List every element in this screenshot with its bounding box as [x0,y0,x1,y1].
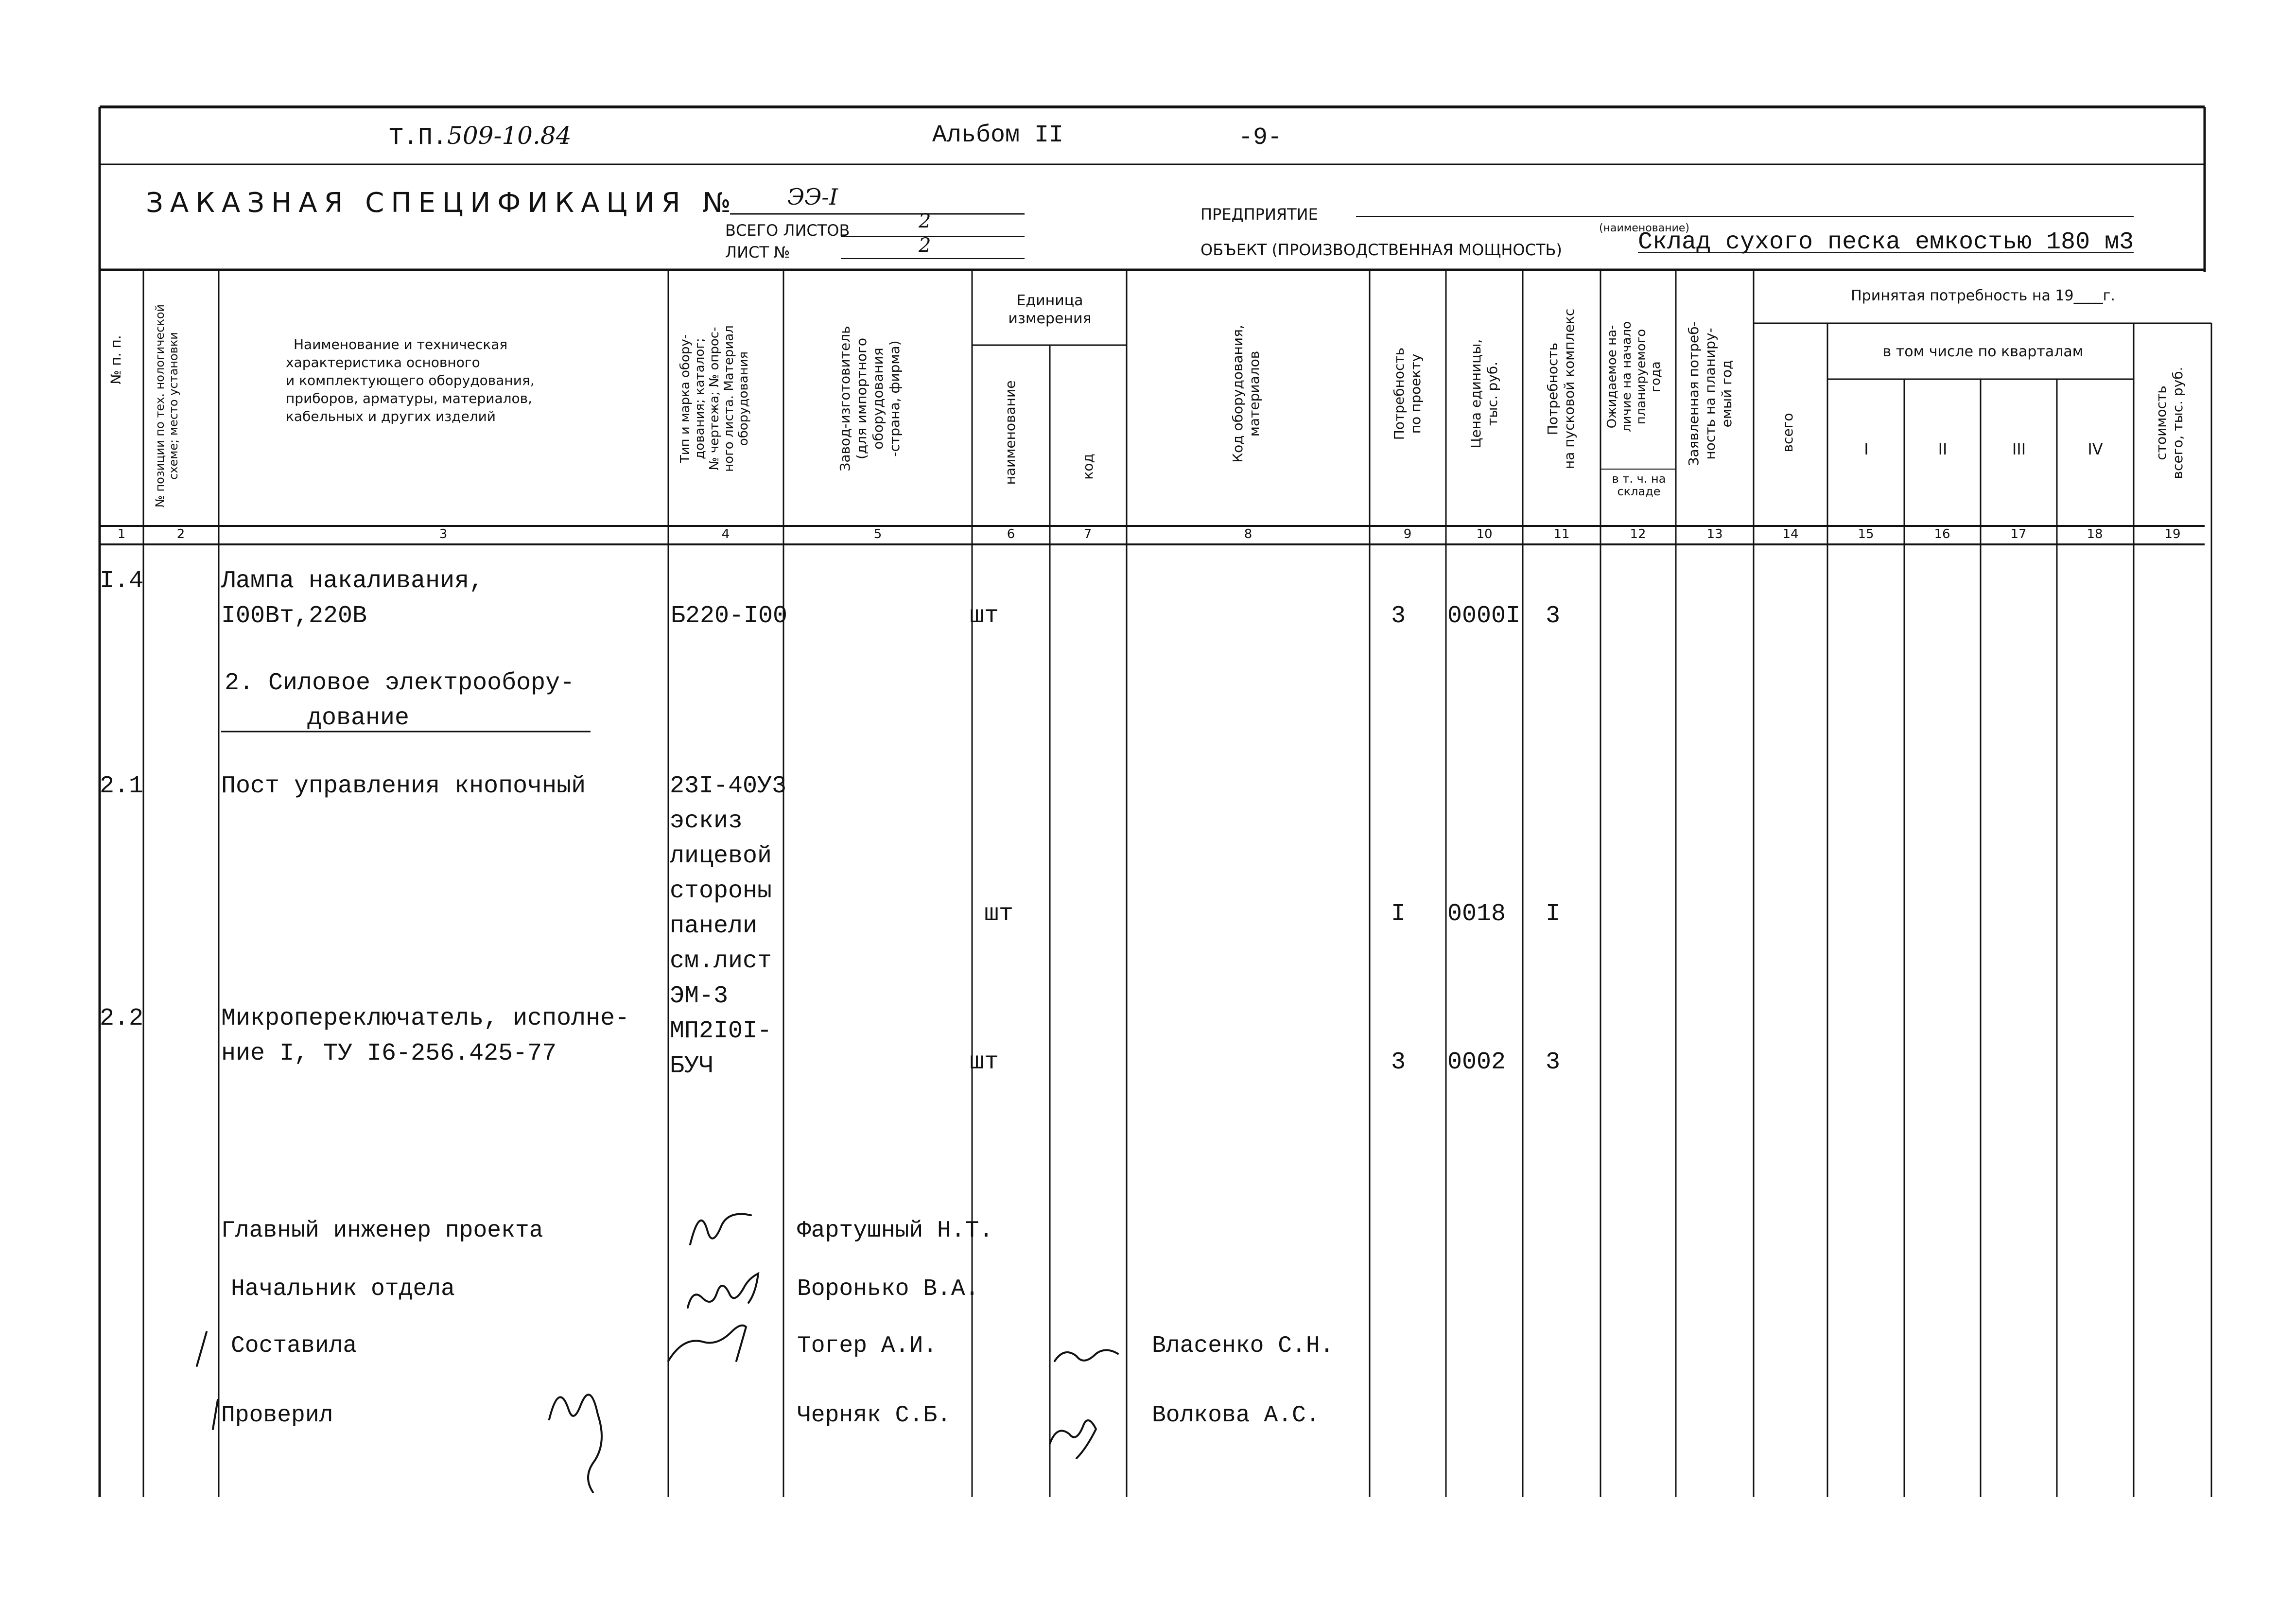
col-header-in-stock: в т. ч. на складе [1612,472,1666,498]
signature-name-second: Власенко С.Н. [1152,1333,1334,1359]
col-header-unit-price-line: Цена единицы, [1468,339,1484,449]
col-header-name-line: и комплектующего оборудования, [286,372,535,388]
row-name-line: I00Вт,220В [221,602,367,630]
page-number: -9- [1238,124,1283,152]
col-number: 10 [1476,527,1493,541]
row-type-line: ЭМ-3 [670,982,729,1010]
row-price: 0018 [1447,900,1506,928]
row-qty: I [1391,900,1406,928]
col-header-q1: I [1864,440,1869,458]
col-number: 16 [1934,527,1950,541]
col-header-type-line: Тип и марка обору- [678,334,693,463]
col-number: 11 [1553,527,1570,541]
col-header-declared-line: ность на планиру- [1702,328,1718,460]
row-name-line: Лампа накаливания, [221,567,484,595]
row-number: 2.2 [100,1005,144,1032]
sheet-label: ЛИСТ № [725,243,790,262]
row-type-line: эскиз [670,807,743,835]
object-note: (наименование) [1599,222,1689,234]
signature-role: Составила [231,1333,357,1359]
col-header-unit-price-line: тыс. руб. [1484,361,1500,426]
section-title-line: дование [307,704,410,732]
tp-prefix: Т.П. [389,124,448,152]
col-header-q4: IV [2087,440,2103,458]
col-header-position: № позиции по тех. нологической схеме; место установки [153,304,180,508]
signature-role: Главный инженер проекта [221,1218,543,1244]
col-header-total: всего [1780,413,1796,453]
col-number: 14 [1782,527,1799,541]
col-number: 8 [1244,527,1252,541]
signature-name-second: Волкова А.С. [1152,1402,1320,1429]
col-number: 2 [176,527,185,541]
row-type-line: стороны [670,877,772,905]
col-number: 18 [2087,527,2103,541]
row-type-line: см.лист [670,947,772,975]
col-number: 19 [2164,527,2181,541]
row-unit: шт [970,1048,999,1076]
col-header-manufacturer-line: Завод-изготовитель [837,326,853,472]
tp-number: 509-10.84 [447,122,572,150]
sheet-value: 2 [919,234,931,257]
signature-name: Фартушный Н.Т. [797,1218,993,1244]
col-header-type-line: дования; каталог; [693,338,707,459]
col-header-q2: II [1938,440,1948,458]
col-header-expected-line: Ожидаемое на- [1605,325,1619,429]
col-header-equipment-code-line: материалов [1246,350,1262,437]
col-header-name-line: характеристика основного [286,354,480,370]
col-header-type-line: № чертежа; № опрос- [707,327,722,471]
col-header-manufacturer-line: -страна, фирма) [887,340,903,457]
col-header-unit-code: код [1080,454,1096,480]
row-number: I.4 [100,567,144,595]
col-number: 15 [1858,527,1874,541]
signature-tick [213,1400,218,1429]
col-number: 17 [2010,527,2027,541]
col-header-accepted-group: Принятая потребность на 19____г. [1851,287,2115,304]
col-header-start-complex-line: Потребность [1545,342,1561,436]
col-number: 1 [117,527,126,541]
total-sheets-value: 2 [919,210,931,232]
col-number: 6 [1007,527,1015,541]
row-qty: 3 [1391,602,1406,630]
col-header-name-line: кабельных и других изделий [286,408,496,424]
signature-scribble [1050,1420,1096,1458]
signature-role: Проверил [221,1402,333,1429]
signature-scribble [1055,1350,1118,1362]
col-header-type-line: оборудования [736,351,751,446]
col-header-equipment-code-line: Код оборудования, [1230,325,1246,463]
signature-role: Начальник отдела [231,1276,455,1302]
object-label: ОБЪЕКТ (ПРОИЗВОДСТВЕННАЯ МОЩНОСТЬ) [1200,241,1562,259]
album-label: Альбом II [932,122,1064,149]
col-header-cost-line: стоимость [2153,385,2169,460]
row-type-line: лицевой [670,842,772,870]
col-header-manufacturer-line: (для импортного [853,337,870,460]
col-number: 9 [1403,527,1412,541]
col-header-unit-name: наименование [1002,380,1018,485]
row-name-line: Микропереключатель, исполне- [221,1005,630,1032]
col-header-expected-line: года [1649,361,1663,392]
signature-scribble [688,1274,758,1308]
row-type-line: БУЧ [670,1052,714,1080]
col-header-project-need-line: Потребность [1391,347,1407,440]
signature-name: Воронько В.А. [797,1276,979,1302]
total-sheets-label: ВСЕГО ЛИСТОВ [725,221,850,240]
section-title-line: 2. Силовое электрообору- [225,669,575,697]
row-unit: шт [984,900,1014,928]
col-header-cost-line: всего, тыс. руб. [2170,367,2186,479]
signature-name: Тогер А.И. [797,1333,938,1359]
col-number: 4 [721,527,730,541]
row-start-complex: I [1546,900,1561,928]
row-name: Пост управления кнопочный [221,772,586,800]
row-start-complex: 3 [1546,1048,1561,1076]
row-name-line: ние I, ТУ I6-256.425-77 [221,1040,557,1067]
col-number: 7 [1083,527,1092,541]
row-number: 2.1 [100,772,144,800]
row-price: 0000I [1447,602,1521,630]
signature-tick [197,1332,207,1366]
signature-scribble [549,1395,602,1492]
col-header-project-need-line: по проекту [1408,353,1424,434]
spec-title: ЗАКАЗНАЯ СПЕЦИФИКАЦИЯ № [146,187,738,219]
col-header-manufacturer-line: оборудования [870,348,886,450]
object-value: Склад сухого песка емкостью 180 м3 [1638,228,2134,256]
spec-number: ЭЭ-I [787,184,838,210]
signature-scribble [690,1214,751,1245]
col-header-quarters-group: в том числе по кварталам [1882,343,2084,360]
col-number: 13 [1706,527,1723,541]
enterprise-label: ПРЕДПРИЯТИЕ [1200,205,1318,224]
col-header-declared-line: Заявленная потреб- [1686,321,1702,466]
row-type-line: панели [670,912,758,940]
col-number: 5 [873,527,882,541]
col-header-start-complex-line: на пусковой комплекс [1561,308,1577,470]
col-header-expected-line: планируемого [1634,329,1649,425]
col-number: 12 [1630,527,1646,541]
signature-scribble [668,1326,746,1361]
col-header-number: № п. п. [108,335,124,384]
col-header-q3: III [2012,440,2026,458]
row-type-line: МП2I0I- [670,1017,772,1045]
row-unit: шт [970,602,999,630]
row-price: 0002 [1447,1048,1506,1076]
row-qty: 3 [1391,1048,1406,1076]
row-type: Б220-I00 [671,602,788,630]
signature-name: Черняк С.Б. [797,1402,951,1429]
col-header-declared-line: емый год [1719,360,1735,428]
col-header-type-line: ного листа. Материал [722,325,736,472]
col-header-expected-line: личие на начало [1619,321,1634,432]
row-start-complex: 3 [1546,602,1561,630]
row-type-line: 23I-40У3 [670,772,787,800]
col-header-name-line: приборов, арматуры, материалов, [286,390,533,406]
col-header-unit-group: Единица измерения [1008,292,1092,327]
col-number: 3 [439,527,448,541]
col-header-name-line: Наименование и техническая [294,336,508,352]
